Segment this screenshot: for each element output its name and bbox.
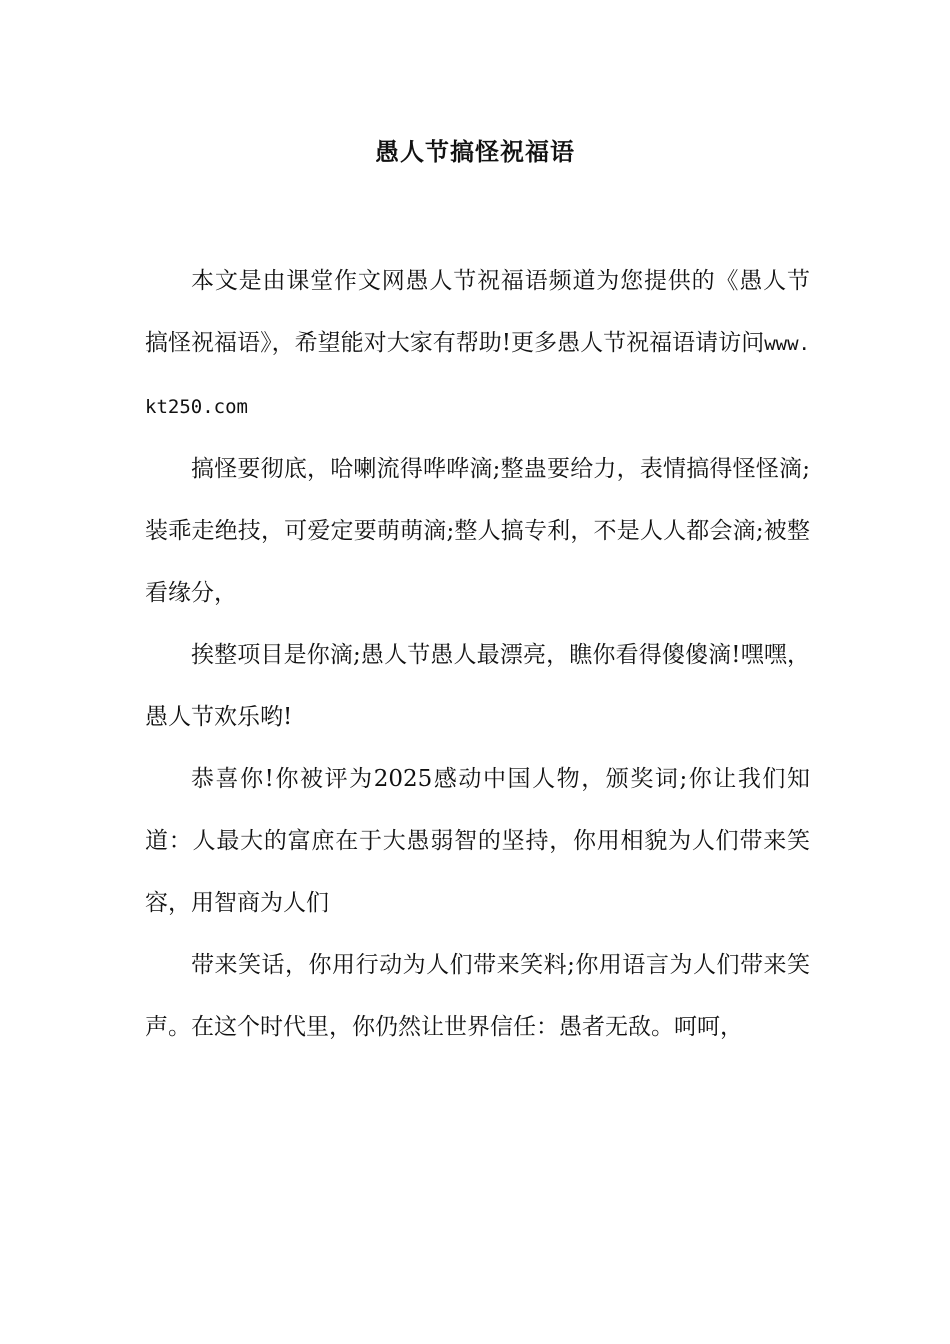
paragraph-4: 带来笑话，你用行动为人们带来笑料;你用语言为人们带来笑声。在这个时代里，你仍然让世界信任：愚者无敌。呵呵，	[145, 952, 810, 1040]
paragraph-2: 挨整项目是你滴;愚人节愚人最漂亮，瞧你看得傻傻滴!嘿嘿，愚人节欢乐哟!	[145, 642, 810, 730]
source-url: www.kt250.com	[145, 333, 810, 418]
paragraph-intro	[145, 250, 810, 438]
document-body	[145, 250, 810, 1058]
paragraph-1: 搞怪要彻底，哈喇流得哗哗滴;整蛊要给力，表情搞得怪怪滴;装乖走绝技，可爱定要萌萌滴;整人搞专利，不是人人都会滴;被整看缘分，	[145, 456, 810, 606]
paragraph-intro-text: 本文是由课堂作文网愚人节祝福语频道为您提供的《愚人节搞怪祝福语》，希望能对大家有帮助!更多愚人节祝福语请访问	[145, 268, 810, 356]
document-title: 愚人节搞怪祝福语	[375, 137, 575, 166]
paragraph-3: 恭喜你!你被评为2025感动中国人物，颁奖词;你让我们知道：人最大的富庶在于大愚弱智的坚持，你用相貌为人们带来笑容，用智商为人们	[145, 766, 810, 916]
